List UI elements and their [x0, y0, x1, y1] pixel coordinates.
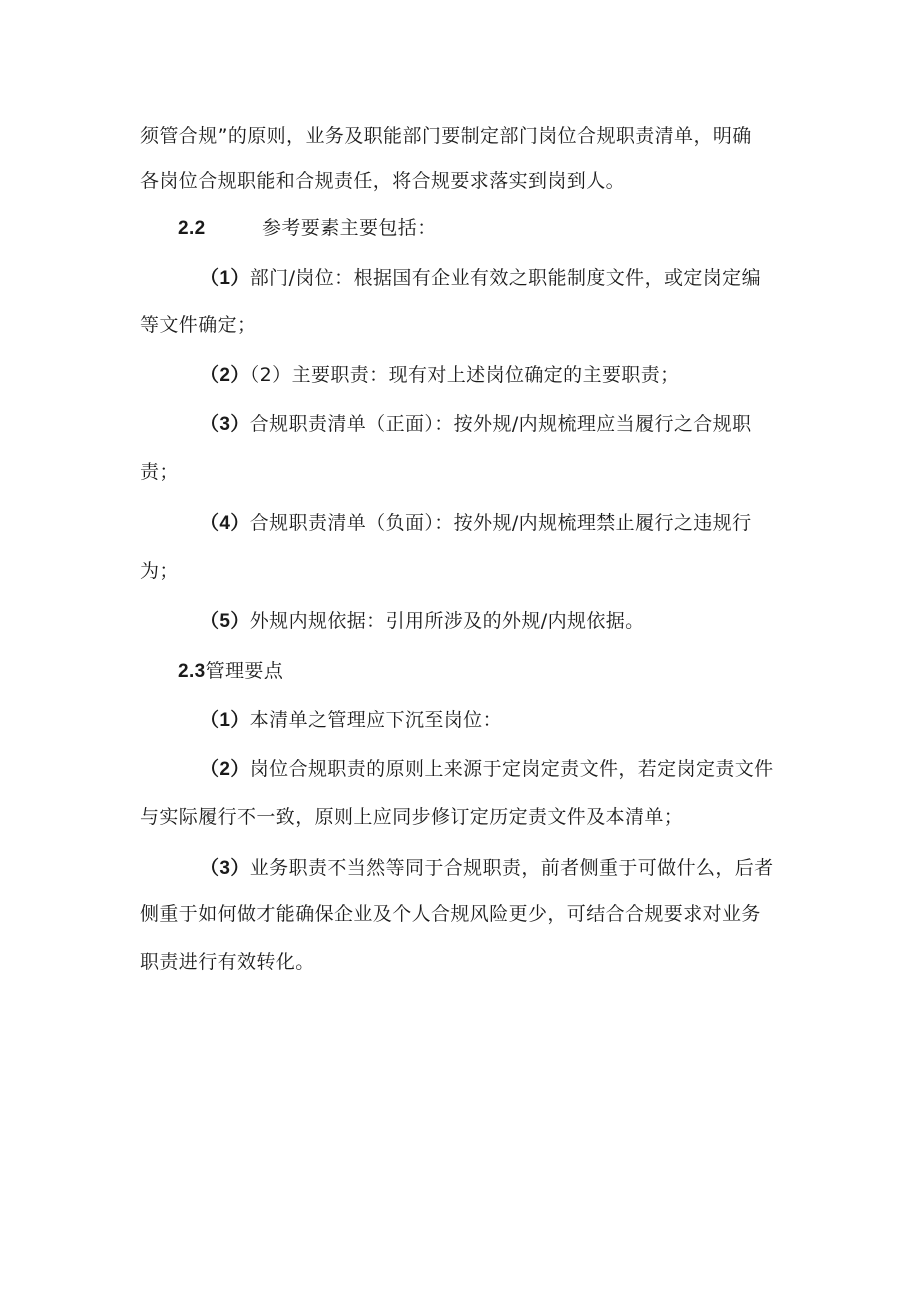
list-item-3	[200, 411, 751, 438]
list-text: 部门/岗位：根据国有企业有效之职能制度文件，或定岗定编	[249, 267, 761, 289]
point-1	[200, 707, 502, 734]
list-text: （2）主要职责：现有对上述岗位确定的主要职责；	[249, 364, 680, 386]
list-item-4-continuation: 为；	[140, 560, 179, 582]
list-item-5	[200, 608, 645, 635]
list-item-1-continuation: 等文件确定；	[140, 314, 257, 336]
list-marker: （3）	[200, 858, 250, 879]
list-text: 合规职责清单（负面）：按外规/内规梳理禁止履行之违规行	[249, 512, 752, 534]
section-heading-2-3	[178, 658, 283, 685]
paragraph-line: 各岗位合规职能和合规责任，将合规要求落实到岗到人。	[140, 170, 626, 192]
section-number: 2.2	[178, 218, 206, 239]
list-marker: （2）	[200, 365, 250, 386]
list-item-3-continuation: 责；	[140, 461, 179, 483]
point-3-continuation: 侧重于如何做才能确保企业及个人合规风险更少，可结合合规要求对业务	[140, 903, 761, 925]
list-marker: （3）	[200, 414, 250, 435]
list-marker: （1）	[200, 268, 250, 289]
point-2-continuation: 与实际履行不一致，原则上应同步修订定历定责文件及本清单；	[140, 806, 684, 828]
section-title: 管理要点	[205, 660, 284, 682]
point-2	[200, 756, 774, 783]
section-title: 参考要素主要包括：	[262, 217, 437, 239]
list-marker: （2）	[200, 759, 250, 780]
list-item-1	[200, 265, 761, 292]
list-item-2	[200, 362, 680, 389]
list-item-4	[200, 510, 751, 537]
list-marker: （1）	[200, 710, 250, 731]
list-text: 合规职责清单（正面）：按外规/内规梳理应当履行之合规职	[249, 413, 752, 435]
list-marker: （5）	[200, 611, 250, 632]
list-text: 本清单之管理应下沉至岗位：	[249, 709, 502, 731]
list-text: 业务职责不当然等同于合规职责，前者侧重于可做什么，后者	[249, 857, 774, 879]
list-marker: （4）	[200, 513, 250, 534]
list-text: 岗位合规职责的原则上来源于定岗定责文件，若定岗定责文件	[249, 758, 774, 780]
section-number: 2.3	[178, 661, 206, 682]
section-heading-2-2	[178, 215, 437, 242]
paragraph-line: 须管合规”的原则，业务及职能部门要制定部门岗位合规职责清单，明确	[140, 125, 752, 147]
point-3	[200, 855, 774, 882]
point-3-continuation: 职责进行有效转化。	[140, 951, 315, 973]
list-text: 外规内规依据：引用所涉及的外规/内规依据。	[249, 610, 645, 632]
